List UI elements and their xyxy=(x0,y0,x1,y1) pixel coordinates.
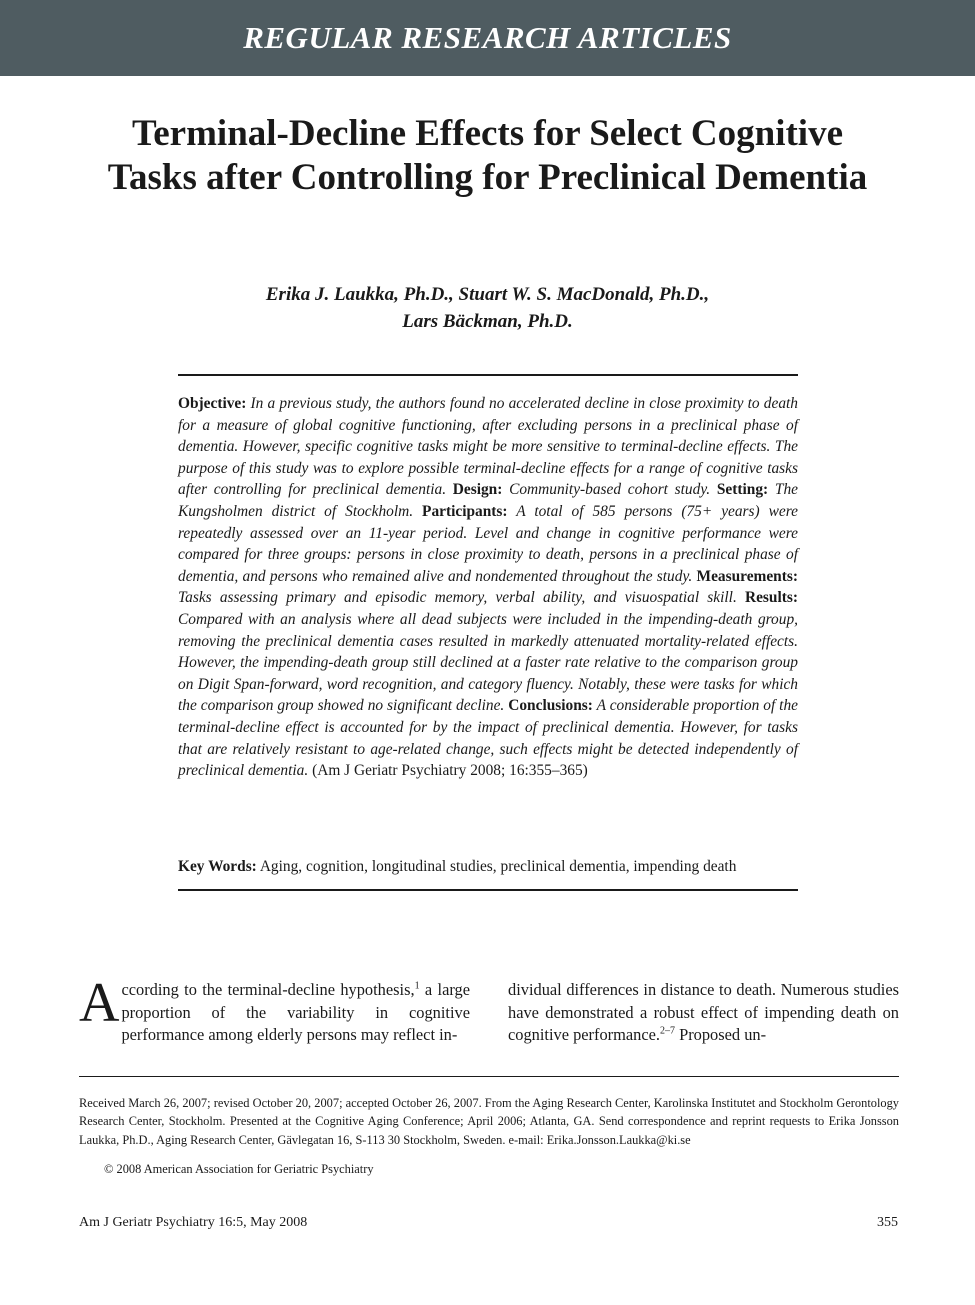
conclusions-text: A considerable proportion of the terminal-decline effect is accounted for by the impact of preclinical dementia. However, for tasks that are relatively resistant to age-related change, such effects might be detected independently of preclinical dementia. xyxy=(178,697,798,780)
body-text-1b: a large proportion of the variability in cognitive performance among elderly persons may reflect in- xyxy=(121,980,470,1044)
footnote-rule xyxy=(79,1076,899,1077)
article-title: Terminal-Decline Effects for Select Cognitive Tasks after Controlling for Preclinical Dementia xyxy=(107,113,868,198)
received-footnote: Received March 26, 2007; revised October 20, 2007; accepted October 26, 2007. From the Aging Research Center, Karolinska Institutet and Stockholm Gerontology Research Center, Stockholm. Presented at the Cognitive Aging Conference; April 2006; Atlanta, GA. Send correspondence and reprint requests to Erika Jonsson Laukka, Ph.D., Aging Research Center, Gävlegatan 16, S-113 30 Stockholm, Sweden. e-mail: Erika.Jonsson.Laukka@ki.se xyxy=(79,1096,899,1147)
results-text: Compared with an analysis where all dead subjects were included in the impending-death group, removing the preclinical dementia cases resulted in markedly attenuated mortality-related effects. However, the impending-death group still declined at a faster rate relative to the comparison group on Digit Span-forward, word recognition, and category fluency. Notably, these were tasks for which the comparison group showed no significant decline. xyxy=(178,610,798,715)
design-text: Community-based cohort study. xyxy=(509,481,711,499)
results-label: Results: xyxy=(744,589,798,607)
body-column-2 xyxy=(508,979,899,1047)
abstract xyxy=(178,393,798,782)
key-words xyxy=(178,856,798,878)
measurements-text: Tasks assessing primary and episodic memory, verbal ability, and visuospatial skill. xyxy=(178,589,737,607)
design-label: Design: xyxy=(452,481,503,499)
authors-line-1: Erika J. Laukka, Ph.D., Stuart W. S. MacDonald, Ph.D., xyxy=(265,284,710,305)
setting-text: The Kungsholmen district of Stockholm. xyxy=(178,481,798,520)
objective-text: In a previous study, the authors found no accelerated decline in close proximity to death for a measure of global cognitive functioning, after excluding persons in a preclinical phase of dementia. However, specific cognitive tasks might be more sensitive to terminal-decline effects. The purpose of this study was to explore possible terminal-decline effects for a range of cognitive tasks after controlling for preclinical dementia. xyxy=(178,395,798,499)
section-label: REGULAR RESEARCH ARTICLES xyxy=(243,20,732,55)
authors-line-2: Lars Bäckman, Ph.D. xyxy=(402,311,573,332)
body-text-2a: dividual differences in distance to death. Numerous studies have demonstrated a robust effect of impending death on cognitive performance. xyxy=(508,980,899,1044)
measurements-label: Measurements: xyxy=(696,567,798,585)
abstract-top-rule xyxy=(178,374,798,376)
setting-label: Setting: xyxy=(716,481,769,499)
copyright-notice: © 2008 American Association for Geriatric Psychiatry xyxy=(104,1162,374,1176)
section-banner xyxy=(0,0,975,76)
body-text-2b: Proposed un- xyxy=(675,1025,767,1044)
key-words-label: Key Words: xyxy=(178,858,257,875)
conclusions-label: Conclusions: xyxy=(508,697,593,715)
drop-cap: A xyxy=(79,972,120,1034)
page-number: 355 xyxy=(877,1215,898,1230)
journal-citation: (Am J Geriatr Psychiatry 2008; 16:355–365) xyxy=(312,762,588,780)
reference-1[interactable]: 1 xyxy=(414,980,420,992)
objective-label: Objective: xyxy=(178,395,247,412)
body-column-1 xyxy=(79,972,470,1047)
body-text-1a: ccording to the terminal-decline hypothesis, xyxy=(121,980,415,999)
key-words-text: Aging, cognition, longitudinal studies, preclinical dementia, impending death xyxy=(259,858,737,875)
journal-footer: Am J Geriatr Psychiatry 16:5, May 2008 xyxy=(79,1215,308,1230)
participants-label: Participants: xyxy=(422,502,508,520)
abstract-bottom-rule xyxy=(178,889,798,891)
author-list xyxy=(150,281,825,335)
participants-text: A total of 585 persons (75+ years) were repeatedly assessed over an 11-year period. Level and change in cognitive performance were compared for three groups: persons in close proximity to death, persons in a preclinical phase of dementia, and persons who remained alive and nondemented throughout the study. xyxy=(178,502,798,585)
reference-2-7[interactable]: 2–7 xyxy=(660,1025,675,1037)
